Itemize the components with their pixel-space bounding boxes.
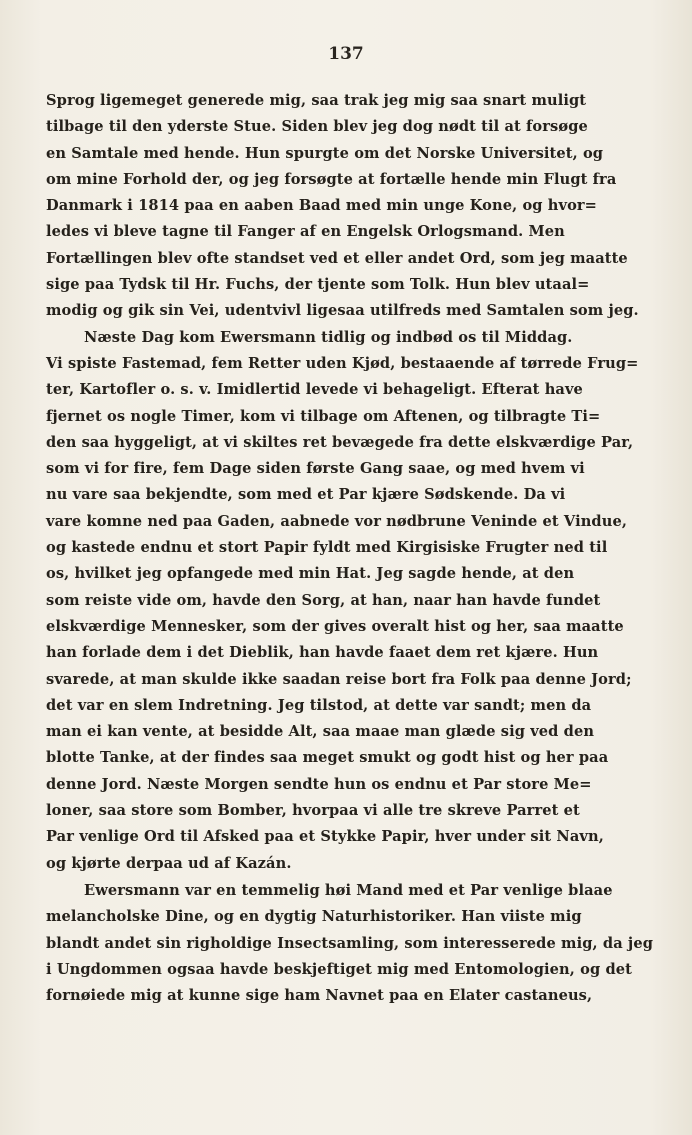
text-line: og kjørte derpaa ud af Kazán. <box>46 854 292 872</box>
text-line: som vi for fire, fem Dage siden første Gang saae, og med hvem vi <box>46 460 585 478</box>
text-line: Fortællingen blev ofte standset ved et eller andet Ord, som jeg maatte <box>46 249 628 267</box>
text-line: svarede, at man skulde ikke saadan reise bort fra Folk paa denne Jord; <box>46 670 632 688</box>
text-line: denne Jord. Næste Morgen sendte hun os endnu et Par store Me= <box>46 775 592 793</box>
body-text <box>46 88 654 1009</box>
text-line: Vi spiste Fastemad, fem Retter uden Kjød, bestaaende af tørrede Frug= <box>46 354 639 372</box>
text-line: modig og gik sin Vei, udentvivl ligesaa utilfreds med Samtalen som jeg. <box>46 302 639 320</box>
text-line: og kastede endnu et stort Papir fyldt med Kirgisiske Frugter ned til <box>46 539 608 557</box>
text-line: ter, Kartofler o. s. v. Imidlertid levede vi behageligt. Efterat have <box>46 381 583 399</box>
text-line: fjernet os nogle Timer, kom vi tilbage om Aftenen, og tilbragte Ti= <box>46 407 601 425</box>
text-line: os, hvilket jeg opfangede med min Hat. Jeg sagde hende, at den <box>46 565 575 583</box>
text-line: Par venlige Ord til Afsked paa et Stykke Papir, hver under sit Navn, <box>46 828 604 846</box>
text-line: vare komne ned paa Gaden, aabnede vor nødbrune Veninde et Vindue, <box>46 512 628 530</box>
paragraph-first-line: Ewersmann var en temmelig høi Mand med et Par venlige blaae <box>84 881 613 899</box>
text-line: loner, saa store som Bomber, hvorpaa vi alle tre skreve Parret et <box>46 802 580 820</box>
text-line: man ei kan vente, at besidde Alt, saa maae man glæde sig ved den <box>46 723 595 741</box>
text-line: tilbage til den yderste Stue. Siden blev jeg dog nødt til at forsøge <box>46 118 588 136</box>
text-line: om mine Forhold der, og jeg forsøgte at fortælle hende min Flugt fra <box>46 170 617 188</box>
text-line: den saa hyggeligt, at vi skiltes ret bevægede fra dette elskværdige Par, <box>46 433 634 451</box>
text-line: Sprog ligemeget generede mig, saa trak jeg mig saa snart muligt <box>46 92 587 109</box>
text-line: det var en slem Indretning. Jeg tilstod, at dette var sandt; men da <box>46 696 592 714</box>
page-number: 137 <box>328 44 364 64</box>
text-line: nu vare saa bekjendte, som med et Par kjære Sødskende. Da vi <box>46 486 566 504</box>
text-line: blandt andet sin righoldige Insectsamling, som interesserede mig, da jeg <box>46 934 654 952</box>
text-line: ledes vi bleve tagne til Fanger af en Engelsk Orlogsmand. Men <box>46 223 565 241</box>
text-line: fornøiede mig at kunne sige ham Navnet paa en Elater castaneus, <box>46 987 593 1005</box>
paragraph-first-line: Næste Dag kom Ewersmann tidlig og indbød os til Middag. <box>84 328 573 346</box>
text-line: en Samtale med hende. Hun spurgte om det Norske Universitet, og <box>46 144 604 162</box>
text-line: melancholske Dine, og en dygtig Naturhistoriker. Han viiste mig <box>46 908 582 926</box>
text-line: som reiste vide om, havde den Sorg, at han, naar han havde fundet <box>46 591 601 609</box>
text-line: elskværdige Mennesker, som der gives overalt hist og her, saa maatte <box>46 617 624 635</box>
text-line: blotte Tanke, at der findes saa meget smukt og godt hist og her paa <box>46 749 609 767</box>
text-line: han forlade dem i det Dieblik, han havde faaet dem ret kjære. Hun <box>46 644 599 662</box>
text-line: Danmark i 1814 paa en aaben Baad med min unge Kone, og hvor= <box>46 197 598 215</box>
text-line: i Ungdommen ogsaa havde beskjeftiget mig med Entomologien, og det <box>46 960 632 978</box>
text-line: sige paa Tydsk til Hr. Fuchs, der tjente som Tolk. Hun blev utaal= <box>46 276 590 294</box>
